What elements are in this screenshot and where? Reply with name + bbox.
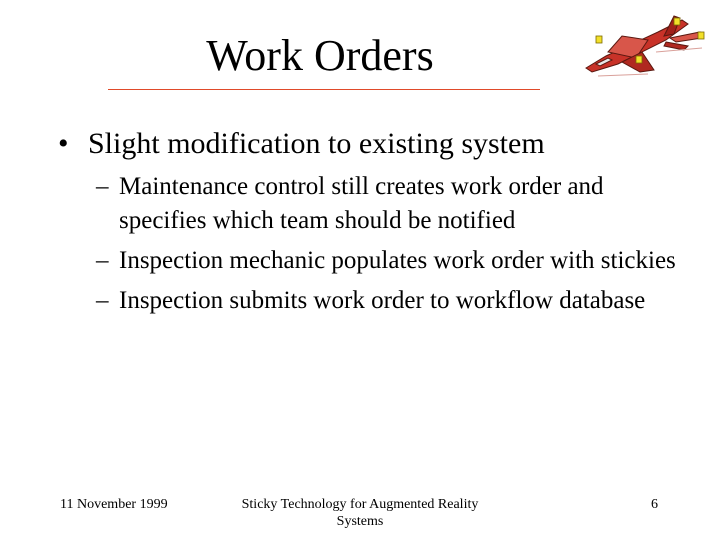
sub-bullet-marker: –	[96, 247, 109, 274]
fighter-jet-icon	[578, 12, 710, 80]
sub-bullet-marker: –	[96, 173, 109, 200]
main-bullet	[58, 124, 698, 164]
bullet-marker: •	[58, 127, 69, 160]
sub-bullet	[96, 284, 676, 318]
sub-bullet-text: Inspection submits work order to workflow database	[119, 287, 646, 314]
sub-bullet-text: Maintenance control still creates work order and specifies which team should be notified	[119, 173, 604, 234]
main-bullet-text: Slight modification to existing system	[88, 127, 545, 160]
sub-bullet	[96, 170, 676, 238]
sub-bullet-text: Inspection mechanic populates work order with stickies	[119, 247, 676, 274]
sub-bullet-list	[96, 170, 676, 324]
sub-bullet	[96, 244, 676, 278]
page-number: 6	[651, 497, 658, 512]
title-divider	[108, 89, 540, 90]
slide-title: Work Orders	[206, 31, 434, 80]
footer-title: Sticky Technology for Augmented Reality Systems	[241, 497, 479, 529]
footer-date: 11 November 1999	[60, 497, 168, 512]
sub-bullet-marker: –	[96, 287, 109, 314]
